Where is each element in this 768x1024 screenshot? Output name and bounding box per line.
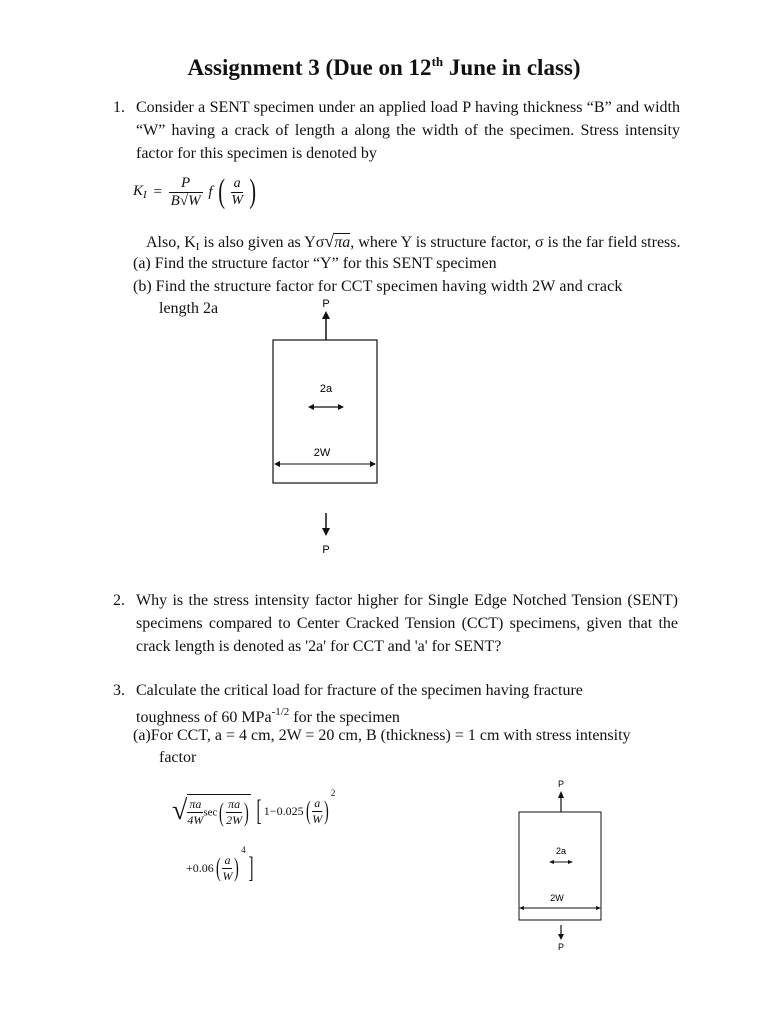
- fig1-crack-left-head: [308, 404, 314, 410]
- q3-number: 3.: [113, 682, 125, 699]
- fig2-arrow-up-head: [558, 791, 564, 798]
- fig2-width-left-head: [519, 906, 524, 910]
- eq3-4w: 4W: [187, 813, 204, 828]
- q1-equation: $K_I$ = $\frac{P}{B√W}$ f ( $\frac{a}{W}$ ): [133, 173, 256, 210]
- fig1-crack-right-head: [338, 404, 344, 410]
- q2-number: 2.: [113, 592, 125, 609]
- title-sup: th: [431, 54, 444, 69]
- fig1-specimen: [273, 340, 377, 483]
- eq3-plus: +0.06: [186, 860, 214, 875]
- q1-also: Also, $K_I$ is also given as Yσ√πa, where Y is structure factor, σ is the far field stress.: [146, 231, 681, 253]
- q1-part-b: [133, 275, 679, 298]
- eq3-exp4: 4: [241, 845, 246, 855]
- q1-b-text2: length 2a: [159, 300, 219, 317]
- eq-den-b: B: [170, 192, 180, 209]
- fig2-p-bottom: P: [557, 942, 565, 952]
- q1-a-text: Find the structure factor “Y” for this SENT specimen: [154, 255, 497, 272]
- fig2-width-label: 2W: [550, 893, 564, 903]
- eq-fraction: $\frac{P}{B√W}$: [170, 174, 201, 209]
- eq-num: P: [169, 175, 203, 193]
- also-sub: I: [195, 241, 200, 253]
- eq-equals: =: [153, 183, 162, 200]
- q3-a-text: For CCT, a = 4 cm, 2W = 20 cm, B (thickness) = 1 cm with stress intensity: [150, 727, 631, 744]
- also-root: πa: [334, 234, 351, 251]
- q3-line2-post: for the specimen: [289, 709, 400, 726]
- eq3-a-over-w-2: [222, 853, 232, 884]
- fig1-crack-label: 2a: [319, 383, 333, 395]
- eq3-2w: 2W: [226, 813, 243, 828]
- eq3-a-over-w: [312, 796, 322, 827]
- title-main: Assignment 3 (Due on 12: [187, 55, 432, 80]
- eq-inner-fraction: [231, 176, 243, 209]
- q1-a-label: (a): [133, 255, 151, 272]
- also-prefix: Also, K: [146, 234, 196, 251]
- eq-inner-num: a: [231, 176, 243, 193]
- q3-a-text2: factor: [159, 749, 197, 766]
- q2-text: Why is the stress intensity factor higher for Single Edge Notched Tension (SENT) specimens compared to Center Cracked Tension (CCT) specimens, given that the crack length is denoted as '2a' for CCT and 'a' for SENT?: [136, 592, 678, 655]
- q3-specimen-figure: [505, 775, 615, 955]
- also-suffix: , where Y is structure factor, σ is the far field stress.: [350, 234, 681, 251]
- q3-text-line1: Calculate the critical load for fracture of the specimen having fracture: [136, 682, 583, 699]
- fig2-p-top: P: [557, 779, 565, 789]
- eq-func: f: [208, 183, 213, 200]
- fig2-width-right-head: [596, 906, 601, 910]
- eq3-pia: πa: [189, 797, 202, 812]
- eq-k-sub: I: [143, 189, 147, 201]
- q3-a-label: (a): [133, 727, 151, 744]
- eq3-pia-over-2w: [226, 797, 242, 828]
- q1-text: Consider a SENT specimen under an applied load P having thickness “B” and width “W” having a crack of length a along the width of the specimen. Stress intensity factor for this specimen is denoted by: [136, 99, 680, 162]
- fig1-p-top: P: [322, 298, 330, 310]
- eq3-sec: sec: [203, 806, 218, 819]
- page-title: [0, 55, 768, 81]
- q1-number: 1.: [113, 99, 125, 116]
- also-mid: is also given as Yσ: [199, 234, 325, 251]
- q3-line2-pre: toughness of 60 MPa: [136, 709, 272, 726]
- fig2-arrow-down-head: [558, 934, 564, 940]
- fig1-arrow-down-head: [322, 528, 330, 536]
- eq3-a: a: [314, 795, 321, 810]
- fig1-arrow-up-head: [322, 311, 330, 319]
- q1-b-label: (b): [133, 278, 152, 295]
- eq-k: K: [133, 183, 144, 199]
- q1-b-text: Find the structure factor for CCT specimen having width 2W and crack: [155, 278, 623, 295]
- fig2-crack-left-head: [549, 860, 554, 864]
- eq3-pia-2: πa: [228, 797, 241, 812]
- fig2-crack-label: 2a: [555, 846, 567, 856]
- fig2-crack-right-head: [568, 860, 573, 864]
- eq3-w: W: [312, 811, 323, 826]
- fig1-width-label: 2W: [313, 447, 331, 459]
- eq3-w-2: W: [222, 868, 233, 883]
- fig1-width-left-head: [274, 461, 280, 467]
- q3-equation-line1: √ $\frac{\pi a}{4W}$ sec( $\frac{\pi a}{2W}$ ) [ 1−0.025( $\frac{a}{W}$ )$^2$: [172, 788, 336, 828]
- title-rest: June in class): [443, 55, 581, 80]
- fig1-p-bottom: P: [322, 544, 330, 556]
- eq-den-w: W: [188, 192, 201, 209]
- q3-line2-sup: -1/2: [271, 706, 290, 718]
- eq3-one-minus: 1−0.025: [263, 803, 304, 818]
- eq3-pia-over-4w: [187, 797, 203, 828]
- q1-part-a: [133, 252, 497, 275]
- fig2-specimen: [519, 812, 601, 920]
- eq-inner-den: W: [231, 192, 243, 208]
- q1-specimen-figure: [260, 290, 390, 560]
- eq3-a-2: a: [224, 852, 231, 867]
- fig1-width-right-head: [370, 461, 376, 467]
- eq3-exp2: 2: [330, 788, 336, 798]
- q3-equation-line2: +0.06( $\frac{a}{W}$ )$^4$]: [186, 845, 254, 885]
- q3-part-a: [133, 724, 631, 747]
